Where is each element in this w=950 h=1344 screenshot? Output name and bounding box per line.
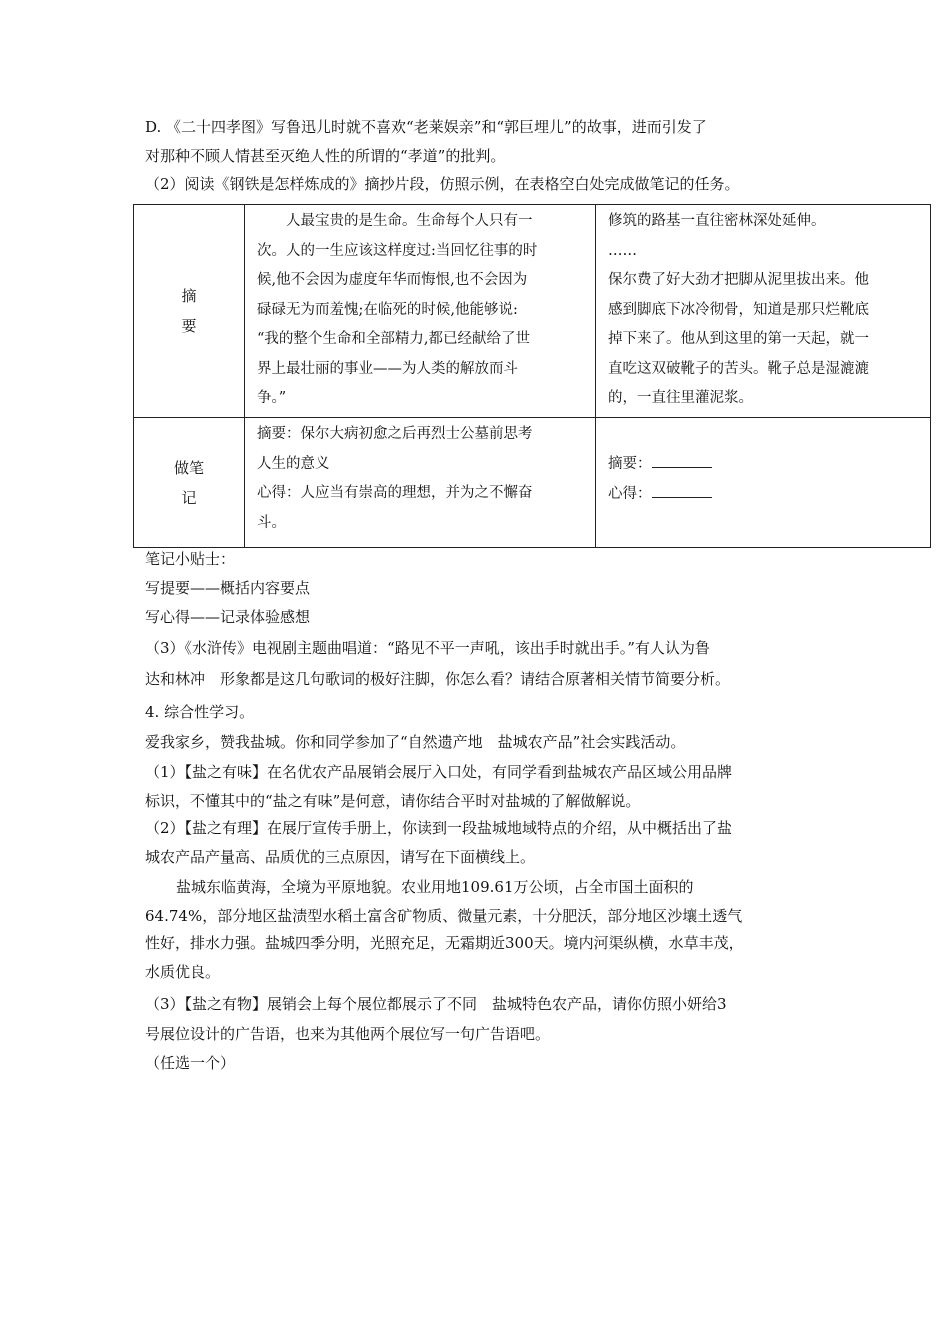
summary-blank-line[interactable]: 摘要： — [608, 450, 920, 480]
option-d-line-1: D. 《二十四孝图》写鲁迅儿时就不喜欢“老莱娱亲”和“郭巨埋儿”的故事，进而引发了 — [145, 118, 707, 136]
passage-line-4: 水质优良。 — [145, 963, 221, 981]
excerpt-cell-example: 人最宝贵的是生命。生命每个人只有一 次。人的一生应该这样度过:当回忆往事的时 候,他不会因为虚度年华而悔恨,也不会因为 碌碌无为而羞愧;在临死的时候,他能够说: “我的整个生命和全部精力,都已经献给了世 界上最壮丽的事业——为人类的解放而斗 争。” — [245, 205, 596, 418]
table-row-excerpt — [134, 205, 931, 418]
table-row-notes — [134, 418, 931, 548]
tips-title: 笔记小贴士： — [145, 550, 236, 568]
question-4-1-line-2: 标识，不懂其中的“盐之有味”是何意，请你结合平时对盐城的了解做解说。 — [145, 792, 641, 810]
row-label-excerpt: 摘 要 — [134, 205, 245, 418]
passage-line-1: 盐城东临黄海，全境为平原地貌。农业用地109.61万公顷，占全市国土面积的 — [176, 878, 694, 896]
question-4-3-line-2: 号展位设计的广告语，也来为其他两个展位写一句广告语吧。 — [145, 1025, 551, 1043]
passage-line-3: 性好，排水力强。盐城四季分明，光照充足，无霜期近300天。境内河渠纵横，水草丰茂， — [145, 934, 744, 952]
question-4-title: 4. 综合性学习。 — [145, 703, 255, 721]
tip-feeling: 写心得——记录体验感想 — [145, 608, 311, 626]
question-2-prompt: （2）阅读《钢铁是怎样炼成的》摘抄片段，仿照示例，在表格空白处完成做笔记的任务。 — [145, 175, 740, 193]
notes-table — [133, 204, 931, 548]
question-3-line-2: 达和林冲 形象都是这几句歌词的极好注脚，你怎么看？请结合原著相关情节简要分析。 — [145, 670, 731, 688]
question-4-3-note: （任选一个） — [145, 1054, 236, 1072]
question-4-2-line-1: （2）【盐之有理】在展厅宣传手册上，你读到一段盐城地域特点的介绍，从中概括出了盐 — [145, 819, 733, 837]
notes-cell-task — [596, 418, 931, 548]
question-4-1-line-1: （1）【盐之有味】在名优农产品展销会展厅入口处，有同学看到盐城农产品区域公用品牌 — [145, 763, 733, 781]
question-4-intro: 爱我家乡，赞我盐城。你和同学参加了“自然遗产地 盐城农产品”社会实践活动。 — [145, 733, 686, 751]
excerpt-cell-task: 修筑的路基一直往密林深处延伸。 …… 保尔费了好大劲才把脚从泥里拔出来。他 感到脚底下冰冷彻骨，知道是那只烂靴底 掉下来了。他从到这里的第一天起，就一 直吃这双破靴子的苦头。靴子总是湿漉漉 的，一直往里灌泥浆。 — [596, 205, 931, 418]
tip-summary: 写提要——概括内容要点 — [145, 579, 311, 597]
passage-line-2: 64.74%，部分地区盐渍型水稻土富含矿物质、微量元素，十分肥沃，部分地区沙壤土透气 — [145, 907, 743, 925]
feeling-blank[interactable] — [652, 483, 712, 498]
question-4-2-line-2: 城农产品产量高、品质优的三点原因，请写在下面横线上。 — [145, 848, 536, 866]
notes-cell-example: 摘要：保尔大病初愈之后再烈士公墓前思考 人生的意义 心得：人应当有崇高的理想，并为之不懈奋 斗。 — [245, 418, 596, 548]
row-label-notes: 做笔 记 — [134, 418, 245, 548]
option-d-line-2: 对那种不顾人情甚至灭绝人性的所谓的“孝道”的批判。 — [145, 147, 506, 165]
question-3-line-1: （3）《水浒传》电视剧主题曲唱道：“路见不平一声吼，该出手时就出手。”有人认为鲁 — [145, 639, 710, 657]
feeling-blank-line[interactable]: 心得： — [608, 480, 920, 510]
question-4-3-line-1: （3）【盐之有物】展销会上每个展位都展示了不同 盐城特色农产品，请你仿照小妍给3 — [145, 995, 727, 1013]
summary-blank[interactable] — [652, 453, 712, 468]
